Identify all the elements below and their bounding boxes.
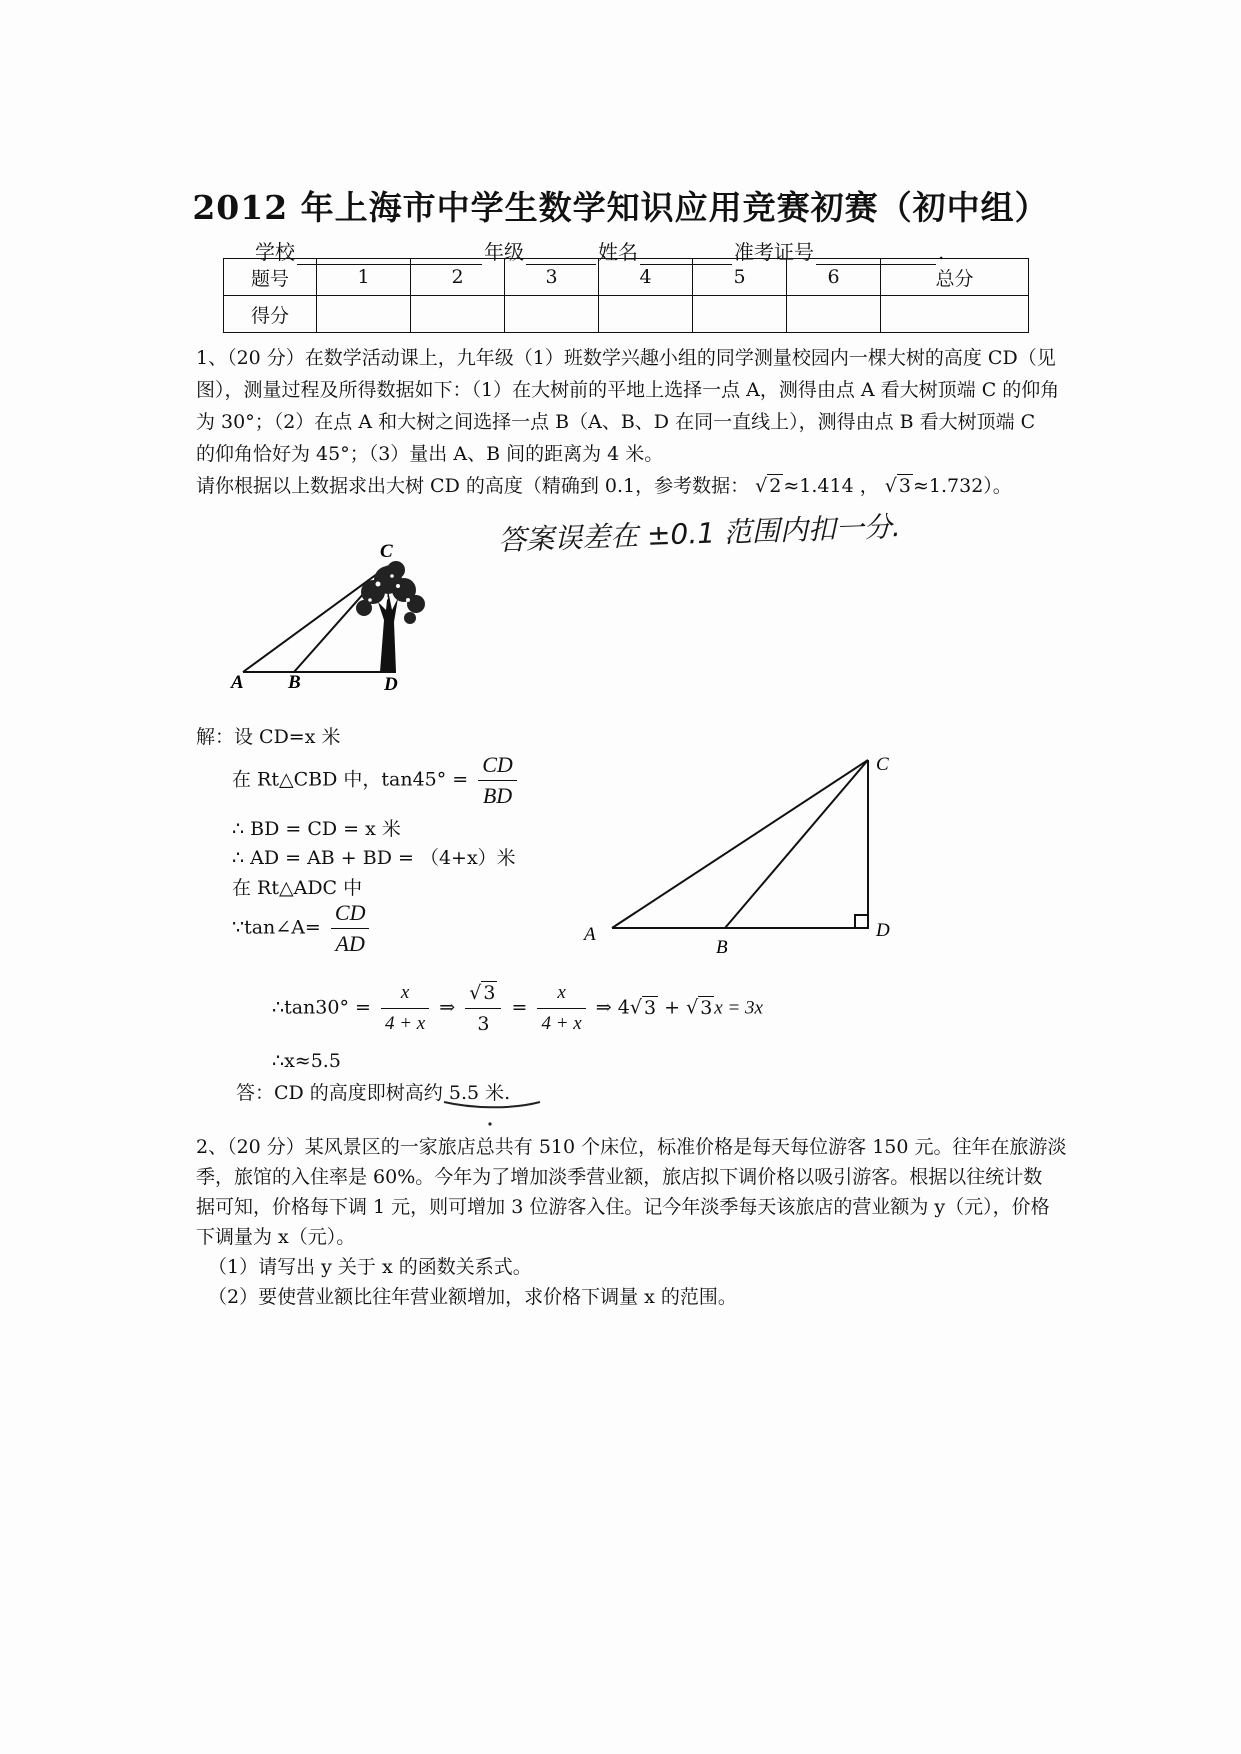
equals: = [511,996,528,1019]
question-1-line: 1、（20 分）在数学活动课上，九年级（1）班数学兴趣小组的同学测量校园内一棵大树的高度 CD（见 [196,347,1056,369]
table-header-cell: 3 [505,259,599,296]
table-header-cell: 总分 [881,259,1029,296]
fraction-x-4x: $\frac{x}{4 + x}$ [381,978,429,1039]
score-cell[interactable] [505,296,599,333]
fraction-cd-ad: $\frac{CD}{AD}$ [331,898,370,959]
question-2-line: 2、（20 分）某风景区的一家旅店总共有 510 个床位，标准价格是每天每位游客 150 元。往年在旅游淡 [196,1136,1067,1158]
question-2-line: 季，旅馆的入住率是 60%。今年为了增加淡季营业额，旅店拟下调价格以吸引游客。根据以往统计数 [196,1166,1043,1188]
school-label: 学校 [255,240,295,264]
question-1 [196,342,1059,470]
solution-line-6 [232,898,373,959]
right-angle-marker [855,915,868,928]
question-2-subquestion: （1）请写出 y 关于 x 的函数关系式。 [208,1256,532,1278]
question-2-line: 据可知，价格每下调 1 元，则可增加 3 位游客入住。记今年淡季每天该旅店的营业额为 y（元），价格 [196,1196,1050,1218]
name-label: 姓名 [598,240,638,264]
fraction-sqrt3-3: $\frac{√ 3}{3}$ [465,978,501,1039]
table-header-cell: 4 [599,259,693,296]
tree-figure [228,540,438,690]
fraction-cd-bd: $\frac{CD}{BD}$ [478,750,517,811]
solution-line-8: ∴x≈5.5 [272,1050,341,1072]
score-cell[interactable] [411,296,505,333]
fig1-label-d: D [384,674,398,690]
exam-no-label: 准考证号 [734,240,814,264]
sqrt3: √ 3 [884,475,911,497]
score-cell[interactable] [693,296,787,333]
implies-arrow: ⇒ [595,996,612,1019]
fig2-label-a: A [584,924,596,945]
score-cell[interactable] [599,296,693,333]
solution-line-9: 答：CD 的高度即树高约 5.5 米. [236,1082,511,1104]
question-1-line: 为 30°；（2）在点 A 和大树之间选择一点 B（A、B、D 在同一直线上），测得由点 B 看大树顶端 C [196,411,1036,433]
question-2 [196,1132,1067,1312]
line-ac [612,760,868,928]
sol-text: 在 Rt△CBD 中，tan45° = [232,768,469,791]
solution-line-7: ∴tan30° = $\frac{x}{4 + x}$ ⇒ $\frac{√ 3}{3}$ = $\frac{x}{4 + x}$ ⇒ 4√ 3 + √ 3 x = 3x [272,978,763,1039]
score-cell[interactable] [881,296,1029,333]
solution-line-5: 在 Rt△ADC 中 [232,877,363,899]
sol-text: ∵tan∠A= [232,916,321,939]
handwritten-underline [440,1090,550,1130]
fig1-label-b: B [288,672,301,690]
question-2-subquestion: （2）要使营业额比往年营业额增加，求价格下调量 x 的范围。 [208,1286,737,1308]
score-cell[interactable] [787,296,881,333]
fraction-x-4x-2: $\frac{x}{4 + x}$ [537,978,585,1039]
score-table-score-row [224,296,1029,333]
question-2-line: 下调量为 x（元）。 [196,1226,356,1248]
table-header-cell: 题号 [224,259,317,296]
solution-line-1: 解：设 CD=x 米 [196,726,341,748]
fig2-label-b: B [716,937,728,958]
solution-line-4: ∴ AD = AB + BD = （4+x）米 [232,847,516,869]
solution-line-2 [232,750,521,811]
tree-icon [356,561,425,672]
table-header-cell: 2 [411,259,505,296]
question-1-line: 图），测量过程及所得数据如下：（1）在大树前的平地上选择一点 A，测得由点 A 看大树顶端 C 的仰角 [196,379,1060,401]
sqrt2: √ 2 [755,475,782,497]
table-header-cell: 6 [787,259,881,296]
page-title: 2012 年上海市中学生数学知识应用竞赛初赛（初中组） [192,188,1049,227]
score-cell[interactable] [317,296,411,333]
score-row-label: 得分 [224,296,317,333]
handwritten-note: 答案误差在 ±0.1 范围内扣一分. [497,509,902,558]
score-table-header-row [224,259,1029,296]
grade-label: 年级 [484,240,524,264]
sqrt3-value: ≈1.732）。 [912,475,1012,497]
line-bc [725,760,868,928]
triangle-figure [580,748,900,958]
fig2-label-c: C [876,754,889,775]
fig2-label-d: D [876,920,890,941]
solution-line-3: ∴ BD = CD = x 米 [232,818,401,840]
sqrt2-value: ≈1.414 ， [783,475,879,497]
table-header-cell: 5 [693,259,787,296]
table-header-cell: 1 [317,259,411,296]
line-ac [243,566,388,672]
fig1-label-c: C [380,541,393,562]
info-end: . [938,240,945,264]
triangle-lines [612,760,868,928]
score-table [223,258,1029,333]
question-1-ask [196,470,1012,502]
sol-text: ∴tan30° = [272,996,371,1019]
implies-arrow: ⇒ [439,996,456,1019]
ask-text: 请你根据以上数据求出大树 CD 的高度（精确到 0.1，参考数据： [196,475,750,497]
question-1-line: 的仰角恰好为 45°；（3）量出 A、B 间的距离为 4 米。 [196,443,664,465]
fig1-label-a: A [231,672,244,690]
